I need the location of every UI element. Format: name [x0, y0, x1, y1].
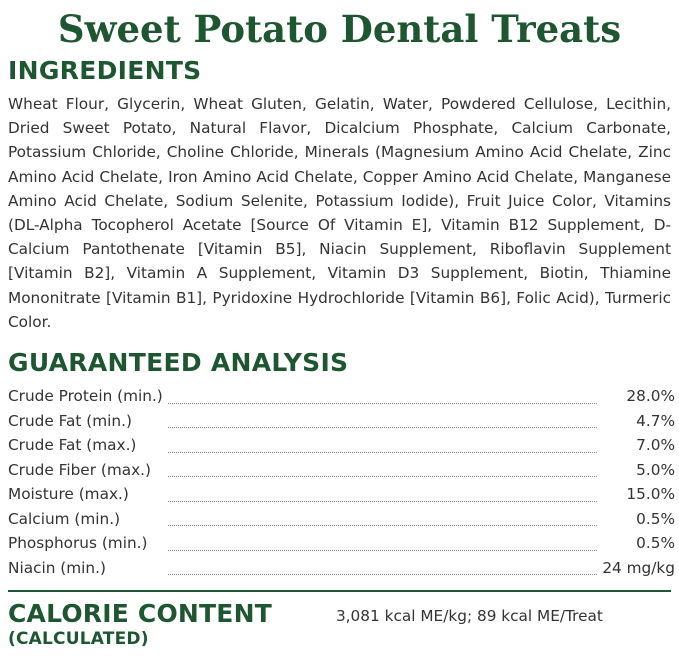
- table-row: [8, 556, 675, 581]
- page-title: Sweet Potato Dental Treats: [57, 7, 622, 51]
- nutrient-label: Crude Protein (min.): [8, 387, 163, 406]
- nutrient-label: Phosphorus (min.): [8, 534, 148, 553]
- dot-leader: [163, 556, 603, 581]
- calorie-content-heading: CALORIE CONTENT: [8, 599, 272, 629]
- nutrient-label: Crude Fat (max.): [8, 436, 137, 455]
- dot-leader: [163, 458, 603, 483]
- guaranteed-analysis-table: [8, 384, 675, 580]
- dot-leader: [163, 433, 603, 458]
- dot-leader: [163, 409, 603, 434]
- table-row: [8, 507, 675, 532]
- nutrient-label: Moisture (max.): [8, 485, 129, 504]
- nutrient-label: Calcium (min.): [8, 509, 121, 528]
- nutrient-value: 0.5%: [636, 534, 675, 553]
- nutrient-value: 7.0%: [636, 436, 675, 455]
- table-row: [8, 433, 675, 458]
- dot-leader: [163, 507, 603, 532]
- nutrient-label: Niacin (min.): [8, 558, 106, 577]
- nutrient-value: 5.0%: [636, 460, 675, 479]
- table-row: [8, 531, 675, 556]
- table-row: [8, 482, 675, 507]
- guaranteed-analysis-heading: GUARANTEED ANALYSIS: [8, 348, 349, 378]
- calorie-content-value: 3,081 kcal ME/kg; 89 kcal ME/Treat: [335, 607, 603, 626]
- nutrient-label: Crude Fat (min.): [8, 411, 132, 430]
- nutrient-value: 28.0%: [626, 387, 675, 406]
- nutrient-value: 0.5%: [636, 509, 675, 528]
- calorie-content-subheading: (CALCULATED): [8, 629, 149, 650]
- section-divider: [8, 590, 671, 592]
- nutrient-value: 4.7%: [636, 411, 675, 430]
- nutrient-value: 24 mg/kg: [602, 558, 675, 577]
- dot-leader: [163, 384, 603, 409]
- dot-leader: [163, 482, 603, 507]
- nutrient-label: Crude Fiber (max.): [8, 460, 151, 479]
- table-row: [8, 384, 675, 409]
- calorie-content-section: [8, 600, 671, 650]
- table-row: [8, 409, 675, 434]
- table-row: [8, 458, 675, 483]
- dot-leader: [163, 531, 603, 556]
- ingredients-heading: INGREDIENTS: [8, 56, 202, 85]
- ingredients-text: Wheat Flour, Glycerin, Wheat Gluten, Gelatin, Water, Powdered Cellulose, Lecithin, Dried Sweet Potato, Natural Flavor, Dicalcium Phosphate, Calcium Carbonate, Potassium Chloride, Choline Chloride, Minerals (Magnesium Amino Acid Chelate, Zinc Amino Acid Chelate, Iron Amino Acid Chelate, Copper Amino Acid Chelate, Manganese Amino Acid Chelate, Sodium Selenite, Potassium Iodide), Fruit Juice Color, Vitamins (DL-Alpha Tocopherol Acetate [Source Of Vitamin E], Vitamin B12 Supplement, D-Calcium Pantothenate [Vitamin B5], Niacin Supplement, Riboflavin Supplement [Vitamin B2], Vitamin A Supplement, Vitamin D3 Supplement, Biotin, Thiamine Mononitrate [Vitamin B1], Pyridoxine Hydrochloride [Vitamin B6], Folic Acid), Turmeric Color.: [8, 95, 671, 331]
- nutrient-value: 15.0%: [626, 485, 675, 504]
